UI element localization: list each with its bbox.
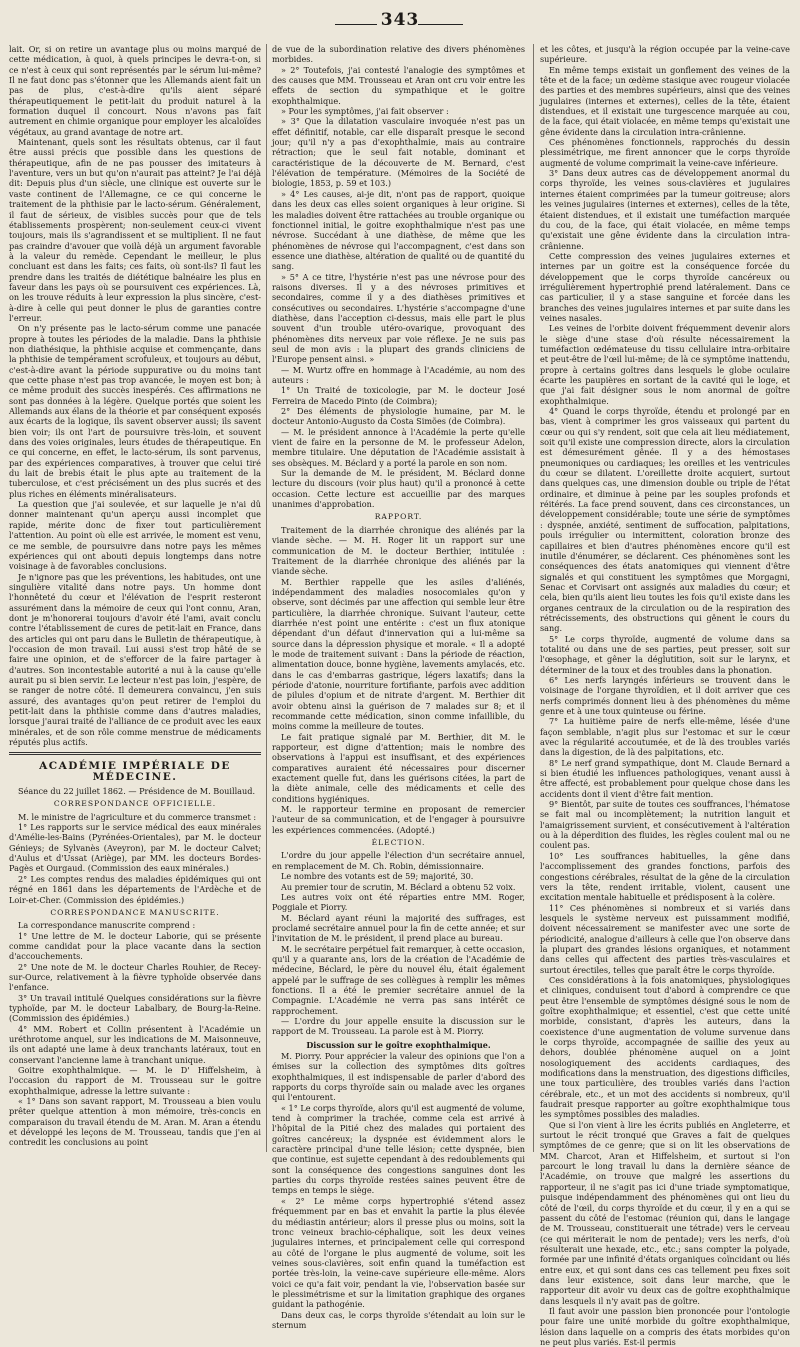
paragraph: Les autres voix ont été réparties entre MM. Roger, Poggiale et Piorry. (272, 891, 525, 913)
paragraph: 2° Les comptes rendus des maladies épidémiques qui ont régné en 1861 dans les départements de l'Ardèche et de Loir-et-Cher. (Commission des épidémies.) (9, 873, 261, 905)
paragraph: 4° MM. Robert et Collin présentent à l'Académie un uréthrotome anquel, sur les indications de M. Maisonneuve, ils ont adapté une lame à deux tranchants latéraux, tout en conservant l'ancienne lame à tranchant unique. (9, 1023, 261, 1065)
paragraph: L'ordre du jour appelle l'élection d'un secrétaire annuel, en remplacement de M. Ch. Robin, démissionnaire. (272, 850, 525, 871)
paragraph: » Pour les symptômes, j'ai fait observer : (281, 106, 449, 117)
paragraph: 2° Une note de M. le docteur Charles Rouhier, de Recey-sur-Ource, relativement à la fièvre typhoïde observée dans l'enfance. (9, 961, 261, 993)
paragraph: lait. Or, si on retire un avantage plus ou moins marqué de cette médication, à quoi, à quels principes le devra-t-on, si ce n'est à ceux qui sont représentés par le sérum lui-même? Il ne faut donc pas s'étonner que les Allemands aient fait un pas de plus, c'est-à-dire qu'ils aient séparé thérapeutiquement le petit-lait du produit naturel à la formation duquel il concourt. Nous n'avons pas fait autrement en chimie organique pour employer les alcaloïdes végétaux, au grand avantage de notre art. (9, 44, 261, 137)
session-date: Séance du 22 juillet 1862. — Présidence de M. Bouillaud. (18, 786, 256, 797)
paragraph: et les côtes, et jusqu'à la région occupée par la veine-cave supérieure. (540, 44, 790, 65)
column-divider (266, 44, 267, 1152)
subsection-title: RAPPORT. (374, 512, 423, 522)
paragraph: 8° Le nerf grand sympathique, dont M. Claude Bernard a si bien étudié les influences pathologiques, venant aussi à être affecté, est probablement pour quelque chose dans les accidents dont il vient d'être fait mention. (540, 757, 790, 799)
paragraph: M. Piorry. Pour apprécier la valeur des opinions que l'on a émises sur la collection des symptômes dits goîtres exophthalmiques, il est indispensable de parler d'abord des rapports du corps thyroïde sain ou malade avec les organes qui l'entourent. (272, 1051, 525, 1103)
paragraph: Goitre exophthalmique. — M. le D' Hiffelsheim, à l'occasion du rapport de M. Trousseau sur le goitre exophthalmique, adresse la lettre suivante : (9, 1065, 261, 1096)
subsection-title: CORRESPONDANCE OFFICIELLE. (53, 799, 217, 809)
paragraph: 9° Bientôt, par suite de toutes ces souffrances, l'hématose se fait mal ou incomplètement; la nutrition languit et l'amaigrissement survient, et consécutivement à l'altération ou à la déperdition des fluides, les règles coulent mal ou ne coulent pas. (540, 799, 790, 851)
subsection-title: Discussion sur le goître exophthalmique. (306, 1039, 491, 1050)
column-2 (272, 44, 525, 1330)
paragraph: 1° Un Traité de toxicologie, par M. le docteur José Ferreira de Macedo Pinto (de Coimbra); (272, 385, 525, 406)
paragraph: 10° Les souffrances habituelles, la gêne dans l'accomplissement des grandes fonctions, parfois des congestions cérébrales, résultat de la gêne de la circulation vers la tête, rendent irritable, violent, causent une excitation mentale habituelle et prédisposent à la colère. (540, 850, 790, 903)
paragraph: Maintenant, quels sont les résultats obtenus, car il faut être aussi précis que possible dans les questions de thérapeutique, afin de ne pas pousser des imitateurs à l'aventure, vers un but qu'on n'aurait pas atteint? Je l'ai déjà dit: Depuis plus d'un siècle, une clinique est ouverte sur le vaste continent de l'Allemagne, ce ce qui concerne le traitement de la phthisie par le lacto-sérum. Généralement, il faut de sérieux, de visibles succès pour que de tels établissements prospèrent; non-seulement ceux-ci vivent toujours, mais ils s'agrandissent et se multiplient. Il ne faut pas craindre d'avouer que voilà déjà un argument favorable à la valeur du remède. Cependant le meilleur, le plus concluant est dans les faits; ces faits, où sont-ils? Il faut les prendre dans les traités de diététique balnéaire les plus en faveur dans les pays où se poursuivent ces expériences. Là, on les trouve réduits à leur expression la plus sincère, c'est-à-dire à celle qui peut donner le plus de garanties contre l'erreur. (9, 137, 261, 323)
paragraph: Cette compression des veines jugulaires externes et internes par un goitre est la conséquence forcée du développement que le corps thyroïde cancéreux ou irrégulièrement hypertrophié prend latéralement. Dans ce cas particulier, il y a stase sanguine et forcée dans les branches des veines jugulaires internes et par suite dans les veines nasales. (540, 250, 790, 323)
paragraph: Au premier tour de scrutin, M. Béclard a obtenu 52 voix. (281, 881, 516, 892)
paragraph: 4° Quand le corps thyroïde, étendu et prolongé par en bas, vient à comprimer les gros vaisseaux qui partent du cœur ou qui s'y rendent, soit que cela ait lieu médiatement, soit qu'il existe une compression directe, alors la circulation est démesurément gênée. Il y a des hémostases pneumoniques ou cardiaques; les oreilles et les ventricules du cœur se dilatent. L'oreillette droite acquiert, surtout dans quelques cas, une dimension double ou triple de l'état ordinaire, et diminue à peine par les souples profonds et réitérés. La face prend souvent, dans ces circonstances, un développement considérable; toute une série de symptômes : dyspnée, anxiété, sentiment de suffocation, palpitations, pouls irrégulier ou intermittent, coloration bronze des capillaires et bien d'autres phénomènes encore qu'il est inutile d'énumérer, se déclarent. Ces phénomènes sont les conséquences des états anatomiques qui viennent d'être signalés et qui constituent les symptômes que Morgagni, Senac et Corvisart ont assignés aux maladies du cœur; et cela, bien qu'ils aient lieu toutes les fois qu'il existe dans les organes centraux de la circulation ou de la respiration des rétrécissements, des obstructions qui gênent le cours du sang. (540, 406, 790, 634)
column-3 (540, 44, 790, 1347)
paragraph: M. le secrétaire perpétuel fait remarquer, à cette occasion, qu'il y a quarante ans, lors de la création de l'Académie de médecine, Béclard, le père du nouvel élu, était également appelé par le suffrage de ses collègues à remplir les mêmes fonctions. Il a été le premier secrétaire annuel de la Compagnie. L'Académie ne verra pas sans intérêt ce rapprochement. (272, 943, 525, 1016)
paragraph: En même temps existait un gonflement des veines de la tête et de la face; un œdème stasique avec rougeur violacée des parties et des membres supérieurs, ainsi que des veines jugulaires (internes et externes), celles de la tête, étaient distendues, et il existait une turgescence marquée au cou, de la face, qui était violacée, en même temps qu'existait une gêne évidente dans la circulation intra-crânienne. (540, 64, 790, 137)
paragraph: Traitement de la diarrhée chronique des aliénés par la viande sèche. — M. H. Roger lit un rapport sur une communication de M. le docteur Berthier, intitulée : Traitement de la diarrhée chronique des aliénés par la viande sèche. (272, 524, 525, 577)
paragraph: de vue de la subordination relative des divers phénomènes morbides. (272, 44, 525, 65)
paragraph: 3° Dans deux autres cas de développement anormal du corps thyroïde, les veines sous-clavières et jugulaires internes étaient comprimées par la tumeur goitreuse; alors les veines jugulaires (internes et externes), celles de la tête, étaient distendues, et il existait une tuméfaction marquée du cou, de la face, qui était violacée, en même temps qu'existait une gêne évidente dans la circulation intra-crânienne. (540, 168, 790, 251)
paragraph: Ces phénomènes fonctionnels, rapprochés du dessin plessimétrique, me firent annoncer que le corps thyroïde augmenté de volume comprimait la veine-cave inférieure. (540, 137, 790, 168)
paragraph: M. le ministre de l'agriculture et du commerce transmet : (18, 811, 257, 822)
paragraph: 1° Une lettre de M. le docteur Laborie, qui se présente comme candidat pour la place vacante dans la section d'accouchements. (9, 930, 261, 962)
paragraph: 11° Ces phénomènes si nombreux et si variés dans lesquels le système nerveux est puissamment modifié, doivent nécessairement se manifester avec une sorte de périodicité, analogue d'ailleurs à celle que l'on observe dans la plupart des grandes lésions organiques, et notamment dans celles qui affectent des parties très-vasculaires et surtout érectiles, telles que paraît être le corps thyroïde. (540, 902, 790, 975)
paragraph: On n'y présente pas le lacto-sérum comme une panacée propre à toutes les périodes de la maladie. Dans la phthisie non diathésique, la phthisie acquise et commençante, dans la phthisie de tempérament scrofuleux, et toujours au début, c'est-à-dire avant la période suppurative ou du moins tant que cette phase n'est pas trop avancée, le moyen est bon; à ce même produit des succès inespérés. Ces affirmations ne sont pas données à la légère. Quelque portés que soient les Allemands aux élans de la théorie et par conséquent exposés aux écarts de la logique, ils savent observer aussi; ils savent bien voir; ils ont l'art de poursuivre très-loin, et souvent dans des voies originales, leurs études de thérapeutique. En ce qui concerne, en effet, le lacto-sérum, ils sont parvenus, par des expériences comparatives, à trouver que celui tiré du lait de brebis était le plus apte au traitement de la tuberculose, et c'est précisément un des plus sucrés et des plus riches en éléments minéralisateurs. (9, 323, 261, 499)
paragraph: » 5° A ce titre, l'hystérie n'est pas une névrose pour des raisons diverses. Il y a des névroses primitives et secondaires, comme il y a des diathèses primitives et consécutives ou secondaires. L'hystérie s'accompagne d'une diathèse, dans l'acception ci-dessus, mais elle part le plus souvent d'un trouble utéro-ovarique, provoquant des phénomènes dits nerveux par voie réflexe. Je ne suis pas seul de mon avis : la plupart des grands cliniciens de l'Europe pensent ainsi. » (272, 271, 525, 365)
paragraph: 2° Des éléments de physiologie humaine, par M. le docteur Antonio-Augusto da Costa Simões (de Coimbra). (272, 406, 525, 427)
paragraph: Le fait pratique signalé par M. Berthier, dit M. le rapporteur, est digne d'attention; mais le nombre des observations à l'appui est insuffisant, et des expériences comparatives auraient été nécessaires pour discerner exactement quelle fut, dans les guérisons citées, la part de la diète animale, celle des médicaments et celle des conditions hygiéniques. (272, 731, 525, 804)
paragraph: Les veines de l'orbite doivent fréquemment devenir alors le siège d'une stase d'où résulte nécessairement la tuméfaction œdémateuse du tissu cellulaire intra-orbitaire et peut-être de l'œil lui-même; de là ce symptôme inattendu, propre à certains goîtres dans lesquels le globe oculaire écarte les paupières en sortant de la cavité qui le loge, et que j'ai fait désigner sous le nom anormal de goître exophthalmique. (540, 323, 790, 406)
paragraph: 7° La huitième paire de nerfs elle-même, lésée d'une façon semblable, n'agit plus sur l'estomac et sur le cœur avec la régularité accoutumée, et de là des troubles variés dans la digestion, de là des palpitations, etc. (540, 716, 790, 758)
paragraph: La question que j'ai soulevée, et sur laquelle je n'ai dû donner maintenant qu'un aperçu aussi incomplet que rapide, mérite donc de fixer tout particulièrement l'attention. Au point où elle est arrivée, le moment est venu, ce me semble, de poursuivre dans notre pays les mêmes expériences qui ont abouti depuis longtemps dans notre voisinage à de favorables conclusions. (9, 499, 261, 572)
paragraph: Il faut avoir une passion bien prononcée pour l'ontologie pour faire une unité morbide du goître exophthalmique, lésion dans laquelle on a compris des états morbides qu'on ne peut plus variés. Est-il permis (540, 1305, 790, 1347)
paragraph: Le nombre des votants est de 59; majorité, 30. (281, 871, 474, 882)
paragraph: » 2° Toutefois, j'ai contesté l'analogie des symptômes et des causes que MM. Trousseau et Aran ont cru voir entre les effets de section du sympathique et le goitre exophthalmique. (272, 64, 525, 106)
subsection-title: CORRESPONDANCE MANUSCRITE. (50, 907, 220, 917)
column-divider (533, 44, 534, 1152)
paragraph: » 3° Que la dilatation vasculaire invoquée n'est pas un effet définitif, notable, car elle disparaît presque le second jour; qu'il n'y a pas d'exophthalmie, mais au contraire rétraction; que le seul fait notable, dominant et caractéristique de la découverte de M. Bernard, c'est l'élévation de température. (Mémoires de la Société de biologie, 1853, p. 59 et 103.) (272, 116, 525, 189)
paragraph: Ces considérations à la fois anatomiques, physiologiques et cliniques, conduisent tout d'abord à comprendre ce que peut être l'ensemble de symptômes désigné sous le nom de goître exophthalmique; et essentiel, c'est que cette unité morbide, consistant, d'après les auteurs, dans la coexistence d'une augmentation de volume survenue dans le corps thyroïde, accompagnée de saillie des yeux au dehors, doublée phénomène auquel on a joint nosologiquement des accidents cardiaques, des modifications dans la menstruation, des digestions difficiles, une toux particulière, des troubles variés dans l'action cérébrale, etc., et un mot des accidents si nombreux, qu'il faudrait presque rapporter au goître exophthalmique tous les symptômes possibles des maladies. (540, 974, 790, 1120)
paragraph: 1° Les rapports sur le service médical des eaux minérales d'Amélie-les-Bains (Pyrénées-Orientales), par M. le docteur Génieys; de Sylvanès (Aveyron), par M. le docteur Calvet; d'Aulus et d'Ussat (Ariège), par MM. les docteurs Bordes-Pagès et Ourgaud. (Commission des eaux minérales.) (9, 822, 261, 874)
column-1 (9, 44, 261, 1152)
paragraph: « 1° Dans son savant rapport, M. Trousseau a bien voulu prêter quelque attention à mon mémoire, très-concis en comparaison du travail étendu de M. Aran. M. Aran a étendu et développé les leçons de M. Trousseau, tandis que j'en ai contredit les conclusions au point (9, 1096, 261, 1148)
paragraph: — M. le président annonce à l'Académie la perte qu'elle vient de faire en la personne de M. le professeur Adelon, membre titulaire. Une députation de l'Académie assistait à ses obsèques. M. Béclard y a porté la parole en son nom. (272, 426, 525, 468)
paragraph: M. Béclard ayant réuni la majorité des suffrages, est proclamé secrétaire annuel pour la fin de cette année; et sur l'invitation de M. le président, il prend place au bureau. (272, 912, 525, 944)
paragraph: 3° Un travail intitulé Quelques considérations sur la fièvre typhoïde, par M. le docteur Labalbary, de Bourg-la-Reine. (Commission des épidémies.) (9, 992, 261, 1024)
paragraph: Je n'ignore pas que les préventions, les habitudes, ont une singulière vitalité dans notre pays. Un homme dont l'honnêteté du cœur et l'élévation de l'esprit resteront assurément dans la mémoire de ceux qui l'ont connu, Aran, dont je m'honorerai toujours d'avoir été l'ami, avait conclu contre l'établissement de cures de petit-lait en France, dans des articles qui ont paru dans le Bulletin de thérapeutique, à l'occasion de mon travail. Lui aussi s'est trop hâté de se faire une opinion, et de s'efforcer de la faire partager à d'autres. Son incontestable autorité a nui à la cause qu'elle aurait pu si bien servir. Le lecteur n'est pas loin, j'espère, de se ranger de notre côté. Il demeurera convaincu, j'en suis assuré, des avantages qu'on peut retirer de l'emploi du petit-lait dans la phthisie comme dans d'autres maladies, lorsque j'aurai traité de l'alliance de ce produit avec les eaux minérales, et de son rôle comme menstrue de médicaments réputés plus actifs. (9, 571, 261, 748)
paragraph: « 1° Le corps thyroïde, alors qu'il est augmenté de volume, tend à comprimer la trachée, comme cela est arrivé à l'hôpital de la Pitié chez des malades qui portaient des goîtres cancéreux; la dyspnée est évidemment alors le caractère principal d'une telle lésion; cette dyspnée, bien que continue, est sujette cependant à des redoublements qui sont la conséquence des congestions sanguines dont les parties du corps thyroïde restées saines peuvent être de temps en temps le siège. (272, 1102, 525, 1196)
header-rule-left (335, 24, 377, 25)
paragraph: — M. Wurtz offre en hommage à l'Académie, au nom des auteurs : (272, 364, 525, 385)
subsection-title: ÉLECTION. (371, 838, 426, 848)
paragraph: « 2° Le même corps hypertrophié s'étend assez fréquemment par en bas et envahit la partie la plus élevée du médiastin antérieur; alors il presse plus ou moins, soit la tronc veineux brachio-céphalique, soit les deux veines jugulaires internes, et principalement celle qui correspond au côté de l'organe le plus augmenté de volume, soit les veines sous-clavières, soit enfin quand la tuméfaction est portée très-loin, la veine-cave supérieure elle-même. Alors voici ce qu'a fait voir, pendant la vie, l'observation basée sur le plessimétrisme et sur la limitation graphique des organes guidant la pathogénie. (272, 1195, 525, 1310)
section-divider (9, 752, 261, 755)
paragraph: 6° Les nerfs laryngés inférieurs se trouvent dans le voisinage de l'organe thyroïdien, et il doit arriver que ces nerfs comprimés donnent lieu à des phénomènes du même genre et à une toux quinteuse ou férine. (540, 674, 790, 716)
paragraph: M. Berthier rappelle que les asiles d'aliénés, indépendamment des maladies nosocomiales qu'on y observe, sont décimés par une affection qui semble leur être particulière, la diarrhée chronique. Suivant l'auteur, cette diarrhée n'est point une entérite : c'est un flux atonique dépendant d'un défaut d'innervation qui a lui-même sa source dans la dépression physique et morale. « Il a adopté le mode de traitement suivant : Dans la période de réaction, alimentation douce, bonne hygiène, lavements amylacés, etc. dans le cas d'embarras gastrique, légers laxatifs; dans la période d'atonie, nourriture fortifiante, parfois avec addition de pilules d'opium et de nitrate d'argent. M. Berthier dit avoir obtenu ainsi la guérison de 7 malades sur 8; et il recommande cette médication, sinon comme infaillible, du moins comme la meilleure de toutes. (272, 576, 525, 732)
paragraph: — L'ordre du jour appelle ensuite la discussion sur le rapport de M. Trousseau. La parole est à M. Piorry. (272, 1015, 525, 1037)
paragraph: Que si l'on vient à lire les écrits publiés en Angleterre, et surtout le récit tronqué que Graves a fait de quelques symptômes de ce genre; que si on lit les observations de MM. Charcot, Aran et Hiffelsheim, et surtout si l'on parcourt le long travail lu dans la dernière séance de l'Académie, on trouve que malgré les assertions du rapporteur, il ne s'agit pas ici d'une triade symptomatique, puisque indépendamment des phénomènes qui ont lieu du côté de l'œil, du corps thyroïde et du cœur, il y en a qui se passent du côté de l'estomac (réunion qui, dans le langage de M. Trousseau, constituerait une tétrade) vers le cerveau (ce qui mériterait le nom de pentade); vers les nerfs, d'où résulterait une hexade, etc., etc.; sans compter la polyade, formée par une infinité d'états organiques coïncidant ou liés entre eux, et qui sont dans ces cas tellement peu fixes soit dans leur existence, soit dans leur marche, que le rapporteur dit avoir vu deux cas de goître exophthalmique dans lesquels il n'y avait pas de goître. (540, 1119, 790, 1306)
paragraph: 5° Le corps thyroïde, augmenté de volume dans sa totalité ou dans une de ses parties, peut presser, soit sur l'œsophage, et gêner la déglutition, soit sur le larynx, et déterminer de la toux et des troubles dans la phonation. (540, 633, 790, 675)
header-rule-right (418, 24, 463, 25)
paragraph: » 4° Les causes, ai-je dit, n'ont pas de rapport, quoique dans les deux cas elles soient organiques à leur origine. Si les maladies doivent être rattachées au trouble organique ou fonctionnel initial, le goitre exophthalmique n'est pas une névrose. Succédant à une diathèse, de même que les phénomènes de névrose qui l'accompagnent, c'est dans son essence une diathèse, altération de qualité ou de quantité du sang. (272, 188, 525, 272)
paragraph: Dans deux cas, le corps thyroïde s'étendait au loin sur le sternum (272, 1309, 525, 1330)
page-number: 343 (380, 10, 420, 30)
paragraph: M. le rapporteur termine en proposant de remercier l'auteur de sa communication, et de l'engager à poursuivre les expériences commencées. (Adopté.) (272, 804, 525, 835)
paragraph: Sur la demande de M. le président, M. Béclard donne lecture du discours (voir plus haut) qu'il a prononcé à cette occasion. Cette lecture est accueillie par des marques unanimes d'approbation. (272, 468, 525, 510)
section-title-academy: ACADÉMIE IMPÉRIALE DE MÉDECINE. (39, 760, 231, 783)
paragraph: La correspondance manuscrite comprend : (18, 920, 196, 931)
page-header (0, 10, 800, 38)
